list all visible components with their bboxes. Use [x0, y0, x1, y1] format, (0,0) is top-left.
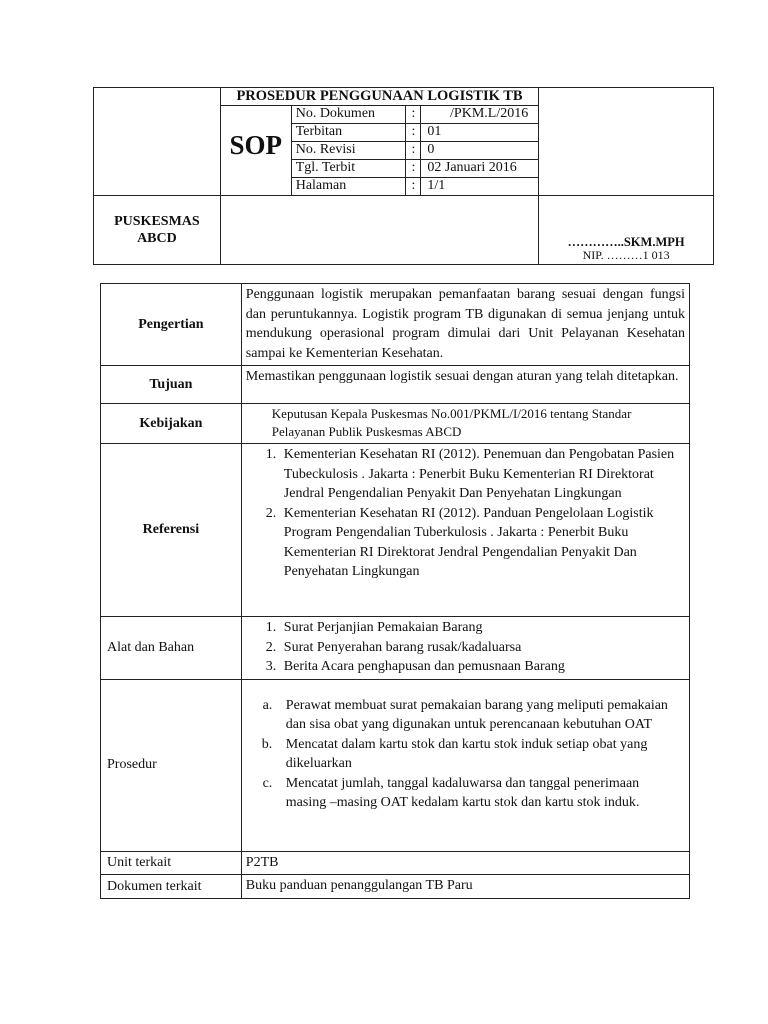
signature-block: [539, 196, 714, 265]
field-label-no-dokumen: No. Dokumen: [291, 106, 406, 124]
field-separator: :: [406, 106, 421, 124]
field-label-tgl-terbit: Tgl. Terbit: [291, 160, 406, 178]
section-label-kebijakan: Kebijakan: [101, 404, 242, 444]
section-label-tujuan: Tujuan: [101, 366, 242, 404]
field-value-no-revisi: 0: [421, 142, 539, 160]
field-label-no-revisi: No. Revisi: [291, 142, 406, 160]
field-value-halaman: 1/1: [421, 178, 539, 196]
equipment-item: 3. Berita Acara penghapusan dan pemusnaan Barang: [280, 657, 681, 677]
field-value-terbitan: 01: [421, 124, 539, 142]
field-value-no-dokumen: /PKM.L/2016: [421, 106, 539, 124]
equipment-item: 1. Surat Perjanjian Pemakaian Barang: [280, 618, 681, 638]
procedure-list: [246, 696, 685, 813]
document-title: PROSEDUR PENGGUNAAN LOGISTIK TB: [220, 88, 538, 106]
section-text-dokumen-terkait: Buku panduan penanggulangan TB Paru: [241, 875, 689, 899]
organization-name: [94, 196, 221, 265]
section-label-referensi: Referensi: [101, 444, 242, 617]
organization-line-1: PUSKESMAS: [114, 214, 200, 229]
signatory-name: …………..SKM.MPH: [567, 235, 685, 249]
section-label-alat-dan-bahan: Alat dan Bahan: [101, 617, 242, 680]
equipment-item: 2. Surat Penyerahan barang rusak/kadaluarsa: [280, 638, 681, 658]
sop-mark: SOP: [220, 106, 291, 196]
field-label-halaman: Halaman: [291, 178, 406, 196]
signatory-nip: NIP. ………1 013: [582, 248, 670, 262]
section-label-prosedur: Prosedur: [101, 679, 242, 851]
section-text-kebijakan: Keputusan Kepala Puskesmas No.001/PKML/I/2016 tentang Standar Pelayanan Publik Puskesmas ABCD: [241, 404, 689, 444]
section-content-alat-dan-bahan: [241, 617, 689, 680]
field-label-terbitan: Terbitan: [291, 124, 406, 142]
section-text-tujuan: Memastikan penggunaan logistik sesuai dengan aturan yang telah ditetapkan.: [241, 366, 689, 404]
section-label-dokumen-terkait: Dokumen terkait: [101, 875, 242, 899]
procedure-step: c. Mencatat jumlah, tanggal kadaluwarsa dan tanggal penerimaan masing –masing OAT kedalam kartu stok dan kartu stok induk.: [276, 774, 677, 813]
field-value-tgl-terbit: 02 Januari 2016: [421, 160, 539, 178]
sop-header-table: [93, 87, 714, 265]
procedure-step: a. Perawat membuat surat pemakaian barang yang meliputi pemakaian dan sisa obat yang digunakan untuk perencanaan kebutuhan OAT: [276, 696, 677, 735]
procedure-step: b. Mencatat dalam kartu stok dan kartu stok induk setiap obat yang dikeluarkan: [276, 735, 677, 774]
reference-list: [246, 445, 685, 582]
reference-item: 2. Kementerian Kesehatan RI (2012). Panduan Pengelolaan Logistik Program Pengendalian Tuberkulosis . Jakarta : Penerbit Buku Kementerian RI Direktorat Jendral Pengendalian Penyakit Dan Penyehatan Lingkungan: [280, 504, 681, 582]
header-middle-empty: [220, 196, 538, 265]
section-label-unit-terkait: Unit terkait: [101, 851, 242, 875]
section-content-referensi: [241, 444, 689, 617]
section-text-unit-terkait: P2TB: [241, 851, 689, 875]
field-separator: :: [406, 178, 421, 196]
field-separator: :: [406, 142, 421, 160]
header-right-empty: [539, 88, 714, 196]
header-left-empty: [94, 88, 221, 196]
organization-line-2: ABCD: [137, 231, 177, 246]
section-text-pengertian: Penggunaan logistik merupakan pemanfaatan barang sesuai dengan fungsi dan peruntukannya. Logistik program TB digunakan di semua jenjang untuk mendukung operasional program dimulai dari Unit Pelayanan Kesehatan sampai ke Kementerian Kesehatan.: [241, 284, 689, 366]
section-label-pengertian: Pengertian: [101, 284, 242, 366]
sop-content-table: [100, 283, 690, 899]
section-content-prosedur: [241, 679, 689, 851]
reference-item: 1. Kementerian Kesehatan RI (2012). Penemuan dan Pengobatan Pasien Tubeckulosis . Jakarta : Penerbit Buku Kementerian RI Direktorat Jendral Pengendalian Penyakit Dan Penyehatan Lingkungan: [280, 445, 681, 504]
field-separator: :: [406, 124, 421, 142]
equipment-list: [246, 618, 685, 677]
field-separator: :: [406, 160, 421, 178]
